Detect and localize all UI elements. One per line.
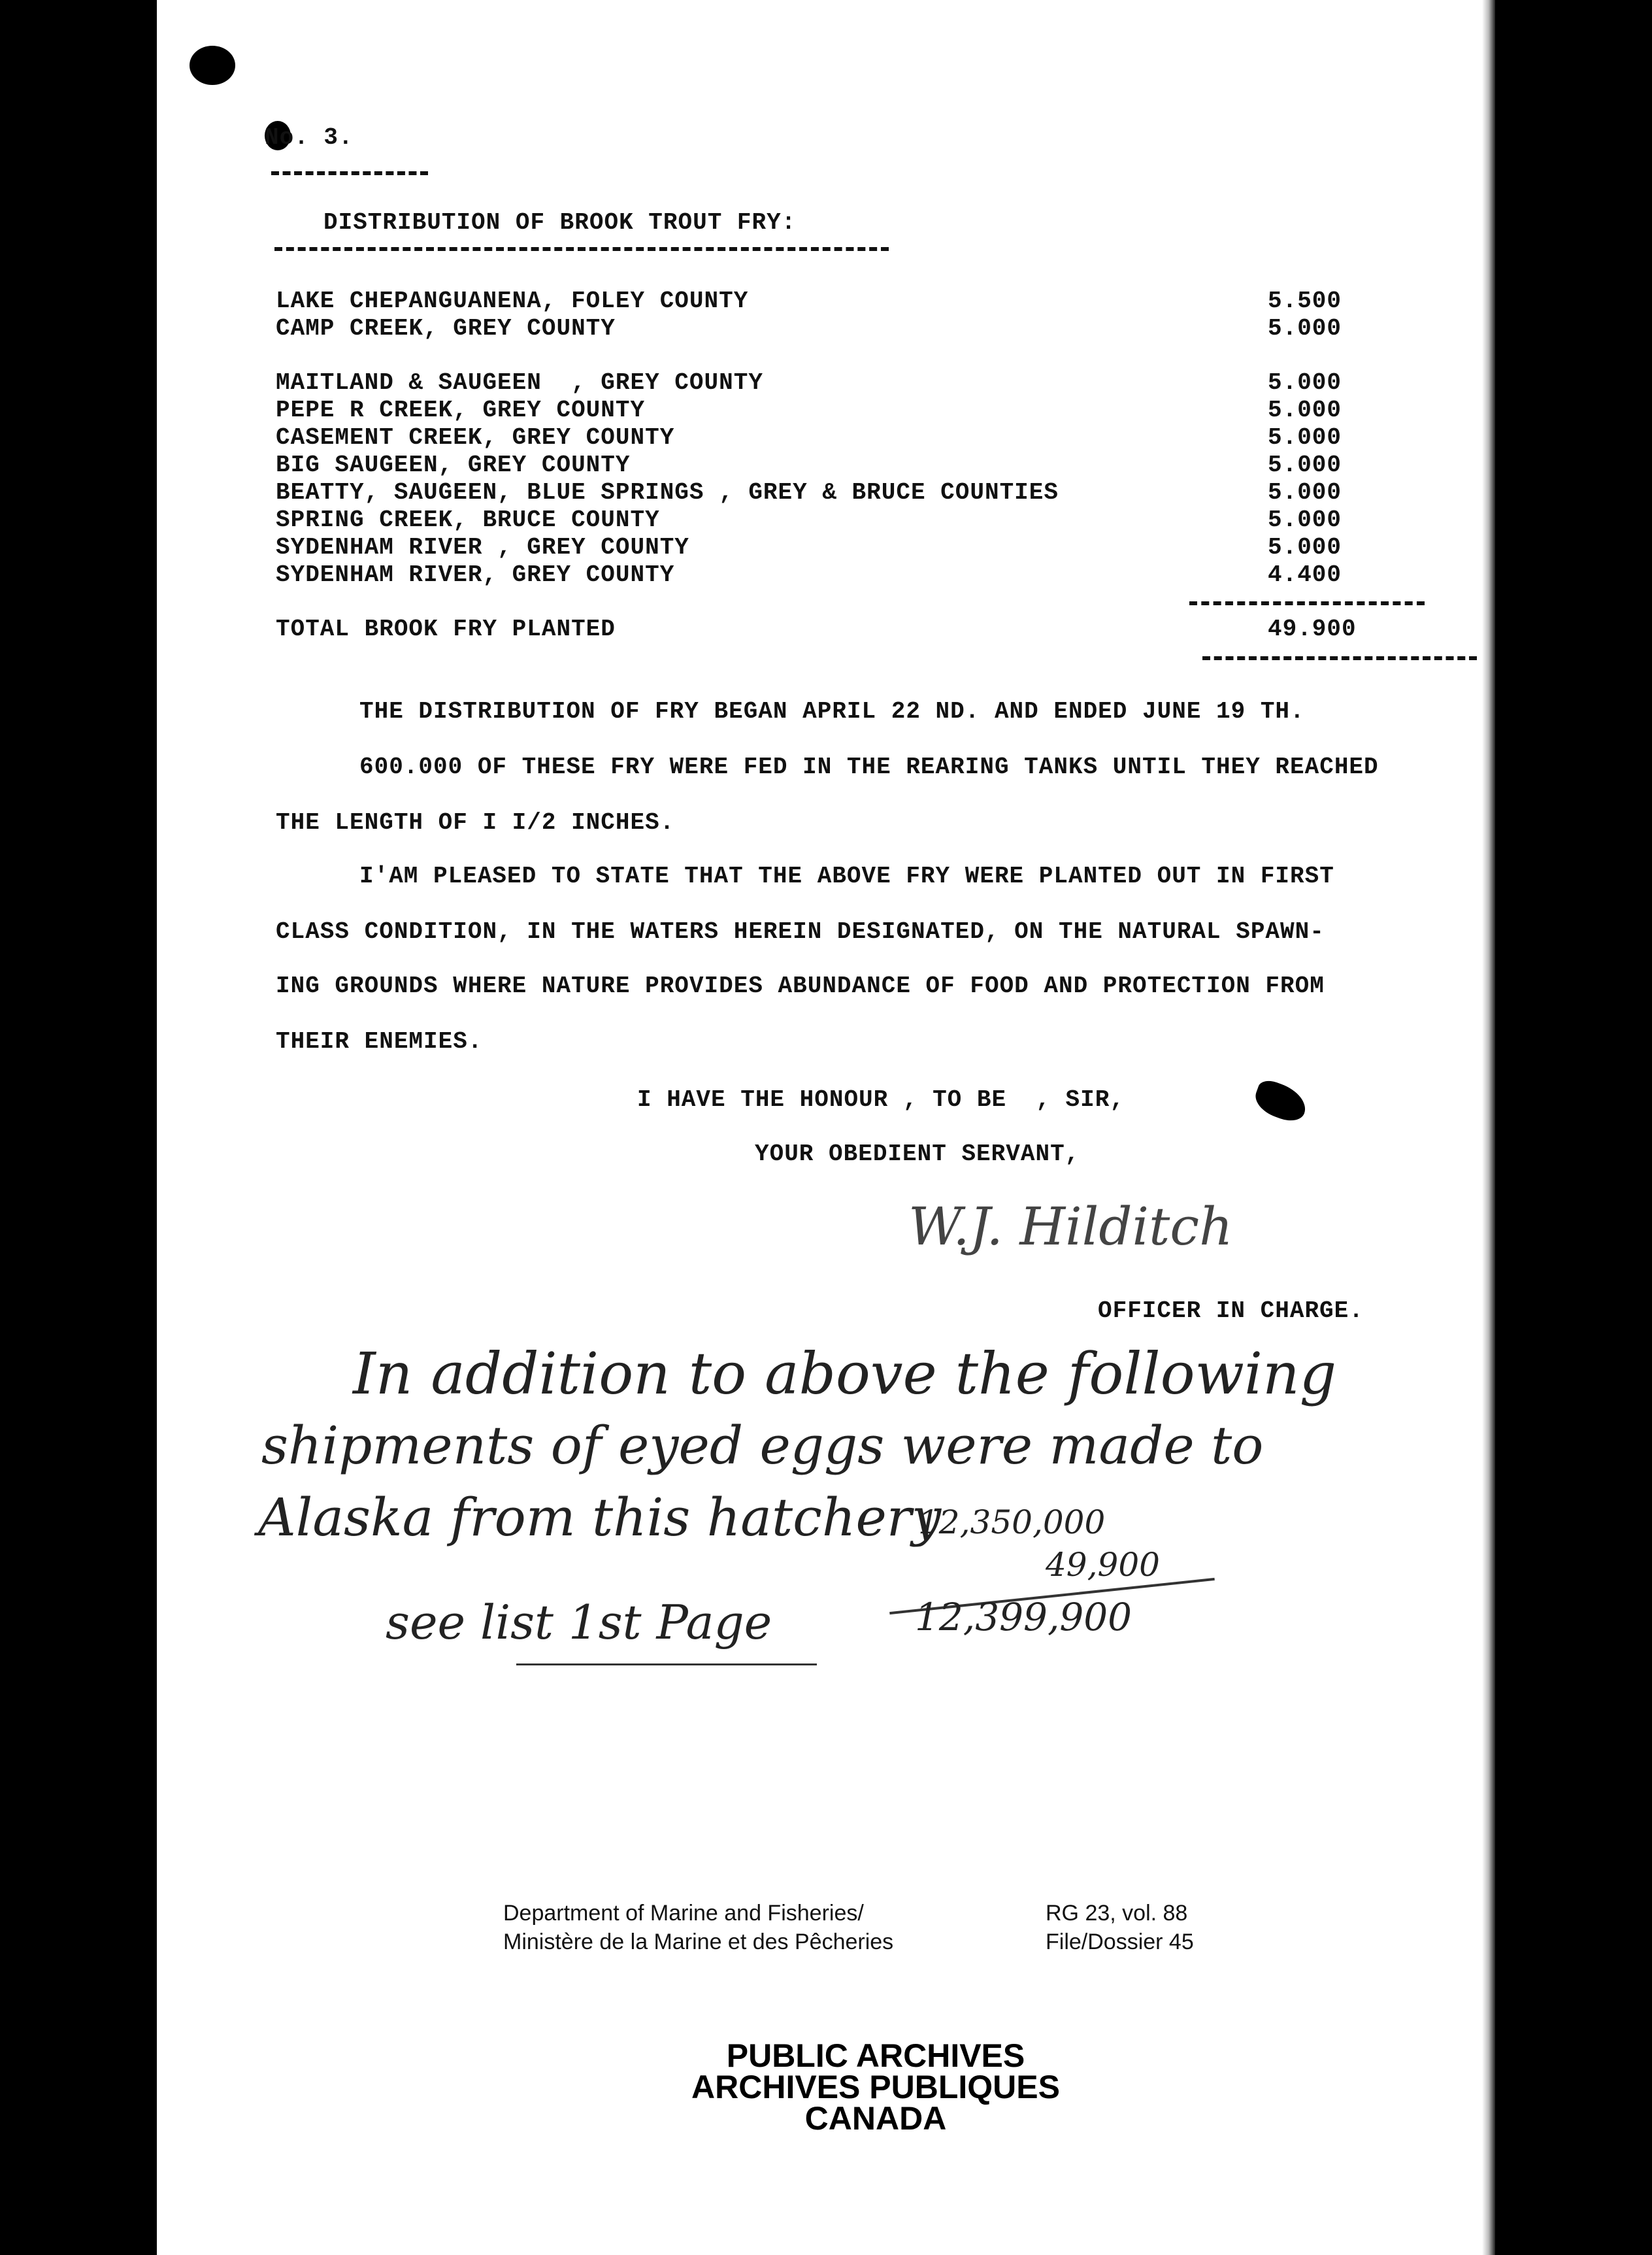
entry-count: 5.000 xyxy=(1268,507,1342,533)
archives-line-country: CANADA xyxy=(804,2100,947,2137)
archives-line-fr: ARCHIVES PUBLIQUES xyxy=(691,2069,1060,2105)
reference-volume: RG 23, vol. 88 xyxy=(1046,1901,1188,1926)
paragraph-line: 600.000 OF THESE FRY WERE FED IN THE REARING TANKS UNTIL THEY REACHED xyxy=(359,754,1379,780)
entry-count: 5.500 xyxy=(1268,288,1342,314)
department-line-en: Department of Marine and Fisheries/ xyxy=(503,1901,864,1926)
entry-count: 5.000 xyxy=(1268,424,1342,451)
heading: DISTRIBUTION OF BROOK TROUT FRY: xyxy=(323,209,797,236)
paragraph-line: CLASS CONDITION, IN THE WATERS HEREIN DESIGNATED, ON THE NATURAL SPAWN- xyxy=(276,918,1325,945)
entry-count: 4.400 xyxy=(1268,561,1342,588)
handwritten-line: shipments of eyed eggs were made to xyxy=(261,1415,1264,1476)
entry-location: BIG SAUGEEN, GREY COUNTY xyxy=(276,452,631,478)
entry-location: MAITLAND & SAUGEEN , GREY COUNTY xyxy=(276,369,763,396)
archives-line-en: PUBLIC ARCHIVES xyxy=(726,2037,1025,2074)
entry-count: 5.000 xyxy=(1268,369,1342,396)
paragraph-line: ING GROUNDS WHERE NATURE PROVIDES ABUNDANCE OF FOOD AND PROTECTION FROM xyxy=(276,973,1325,999)
handwritten-note-underline xyxy=(516,1663,817,1665)
handwritten-sum-line: 49,900 xyxy=(1046,1546,1160,1584)
page-number-underline xyxy=(271,171,428,175)
entry-location: BEATTY, SAUGEEN, BLUE SPRINGS , GREY & BRUCE COUNTIES xyxy=(276,479,1059,506)
department-line-fr: Ministère de la Marine et des Pêcheries xyxy=(503,1929,894,1954)
reference-file: File/Dossier 45 xyxy=(1046,1929,1194,1954)
signature: W.J. Hilditch xyxy=(908,1196,1233,1257)
entry-location: PEPE R CREEK, GREY COUNTY xyxy=(276,397,646,424)
handwritten-sum-line: 12,350,000 xyxy=(918,1503,1106,1541)
paragraph-line: THEIR ENEMIES. xyxy=(276,1028,483,1055)
total-rule-top xyxy=(1189,601,1425,605)
entry-count: 5.000 xyxy=(1268,397,1342,424)
entry-location: SYDENHAM RIVER, GREY COUNTY xyxy=(276,561,675,588)
entry-location: SPRING CREEK, BRUCE COUNTY xyxy=(276,507,660,533)
page-edge-shadow xyxy=(1482,0,1495,2255)
closing-line: I HAVE THE HONOUR , TO BE , SIR, xyxy=(637,1086,1125,1113)
entry-count: 5.000 xyxy=(1268,452,1342,478)
entry-count: 5.000 xyxy=(1268,315,1342,342)
heading-underline xyxy=(274,247,889,251)
total-label: TOTAL BROOK FRY PLANTED xyxy=(276,616,616,643)
entry-location: CASEMENT CREEK, GREY COUNTY xyxy=(276,424,675,451)
entry-location: CAMP CREEK, GREY COUNTY xyxy=(276,315,616,342)
closing-line: YOUR OBEDIENT SERVANT, xyxy=(755,1141,1080,1167)
ink-blot-top-left xyxy=(190,46,235,85)
paragraph-line: THE DISTRIBUTION OF FRY BEGAN APRIL 22 ND. AND ENDED JUNE 19 TH. xyxy=(359,698,1305,725)
page-number: No. 3. xyxy=(265,124,354,151)
paragraph-line: THE LENGTH OF I I/2 INCHES. xyxy=(276,809,675,836)
handwritten-sum-line: 12,399,900 xyxy=(915,1595,1132,1639)
entry-location: LAKE CHEPANGUANENA, FOLEY COUNTY xyxy=(276,288,749,314)
handwritten-note: see list 1st Page xyxy=(386,1595,772,1650)
entry-location: SYDENHAM RIVER , GREY COUNTY xyxy=(276,534,689,561)
handwritten-line: In addition to above the following xyxy=(353,1340,1337,1407)
entry-count: 5.000 xyxy=(1268,534,1342,561)
total-count: 49.900 xyxy=(1268,616,1357,643)
paragraph-line: I'AM PLEASED TO STATE THAT THE ABOVE FRY WERE PLANTED OUT IN FIRST xyxy=(359,863,1334,890)
handwritten-line: Alaska from this hatchery xyxy=(258,1487,942,1548)
entry-count: 5.000 xyxy=(1268,479,1342,506)
total-rule-bottom xyxy=(1202,656,1477,660)
signature-title: OFFICER IN CHARGE. xyxy=(1098,1297,1364,1324)
